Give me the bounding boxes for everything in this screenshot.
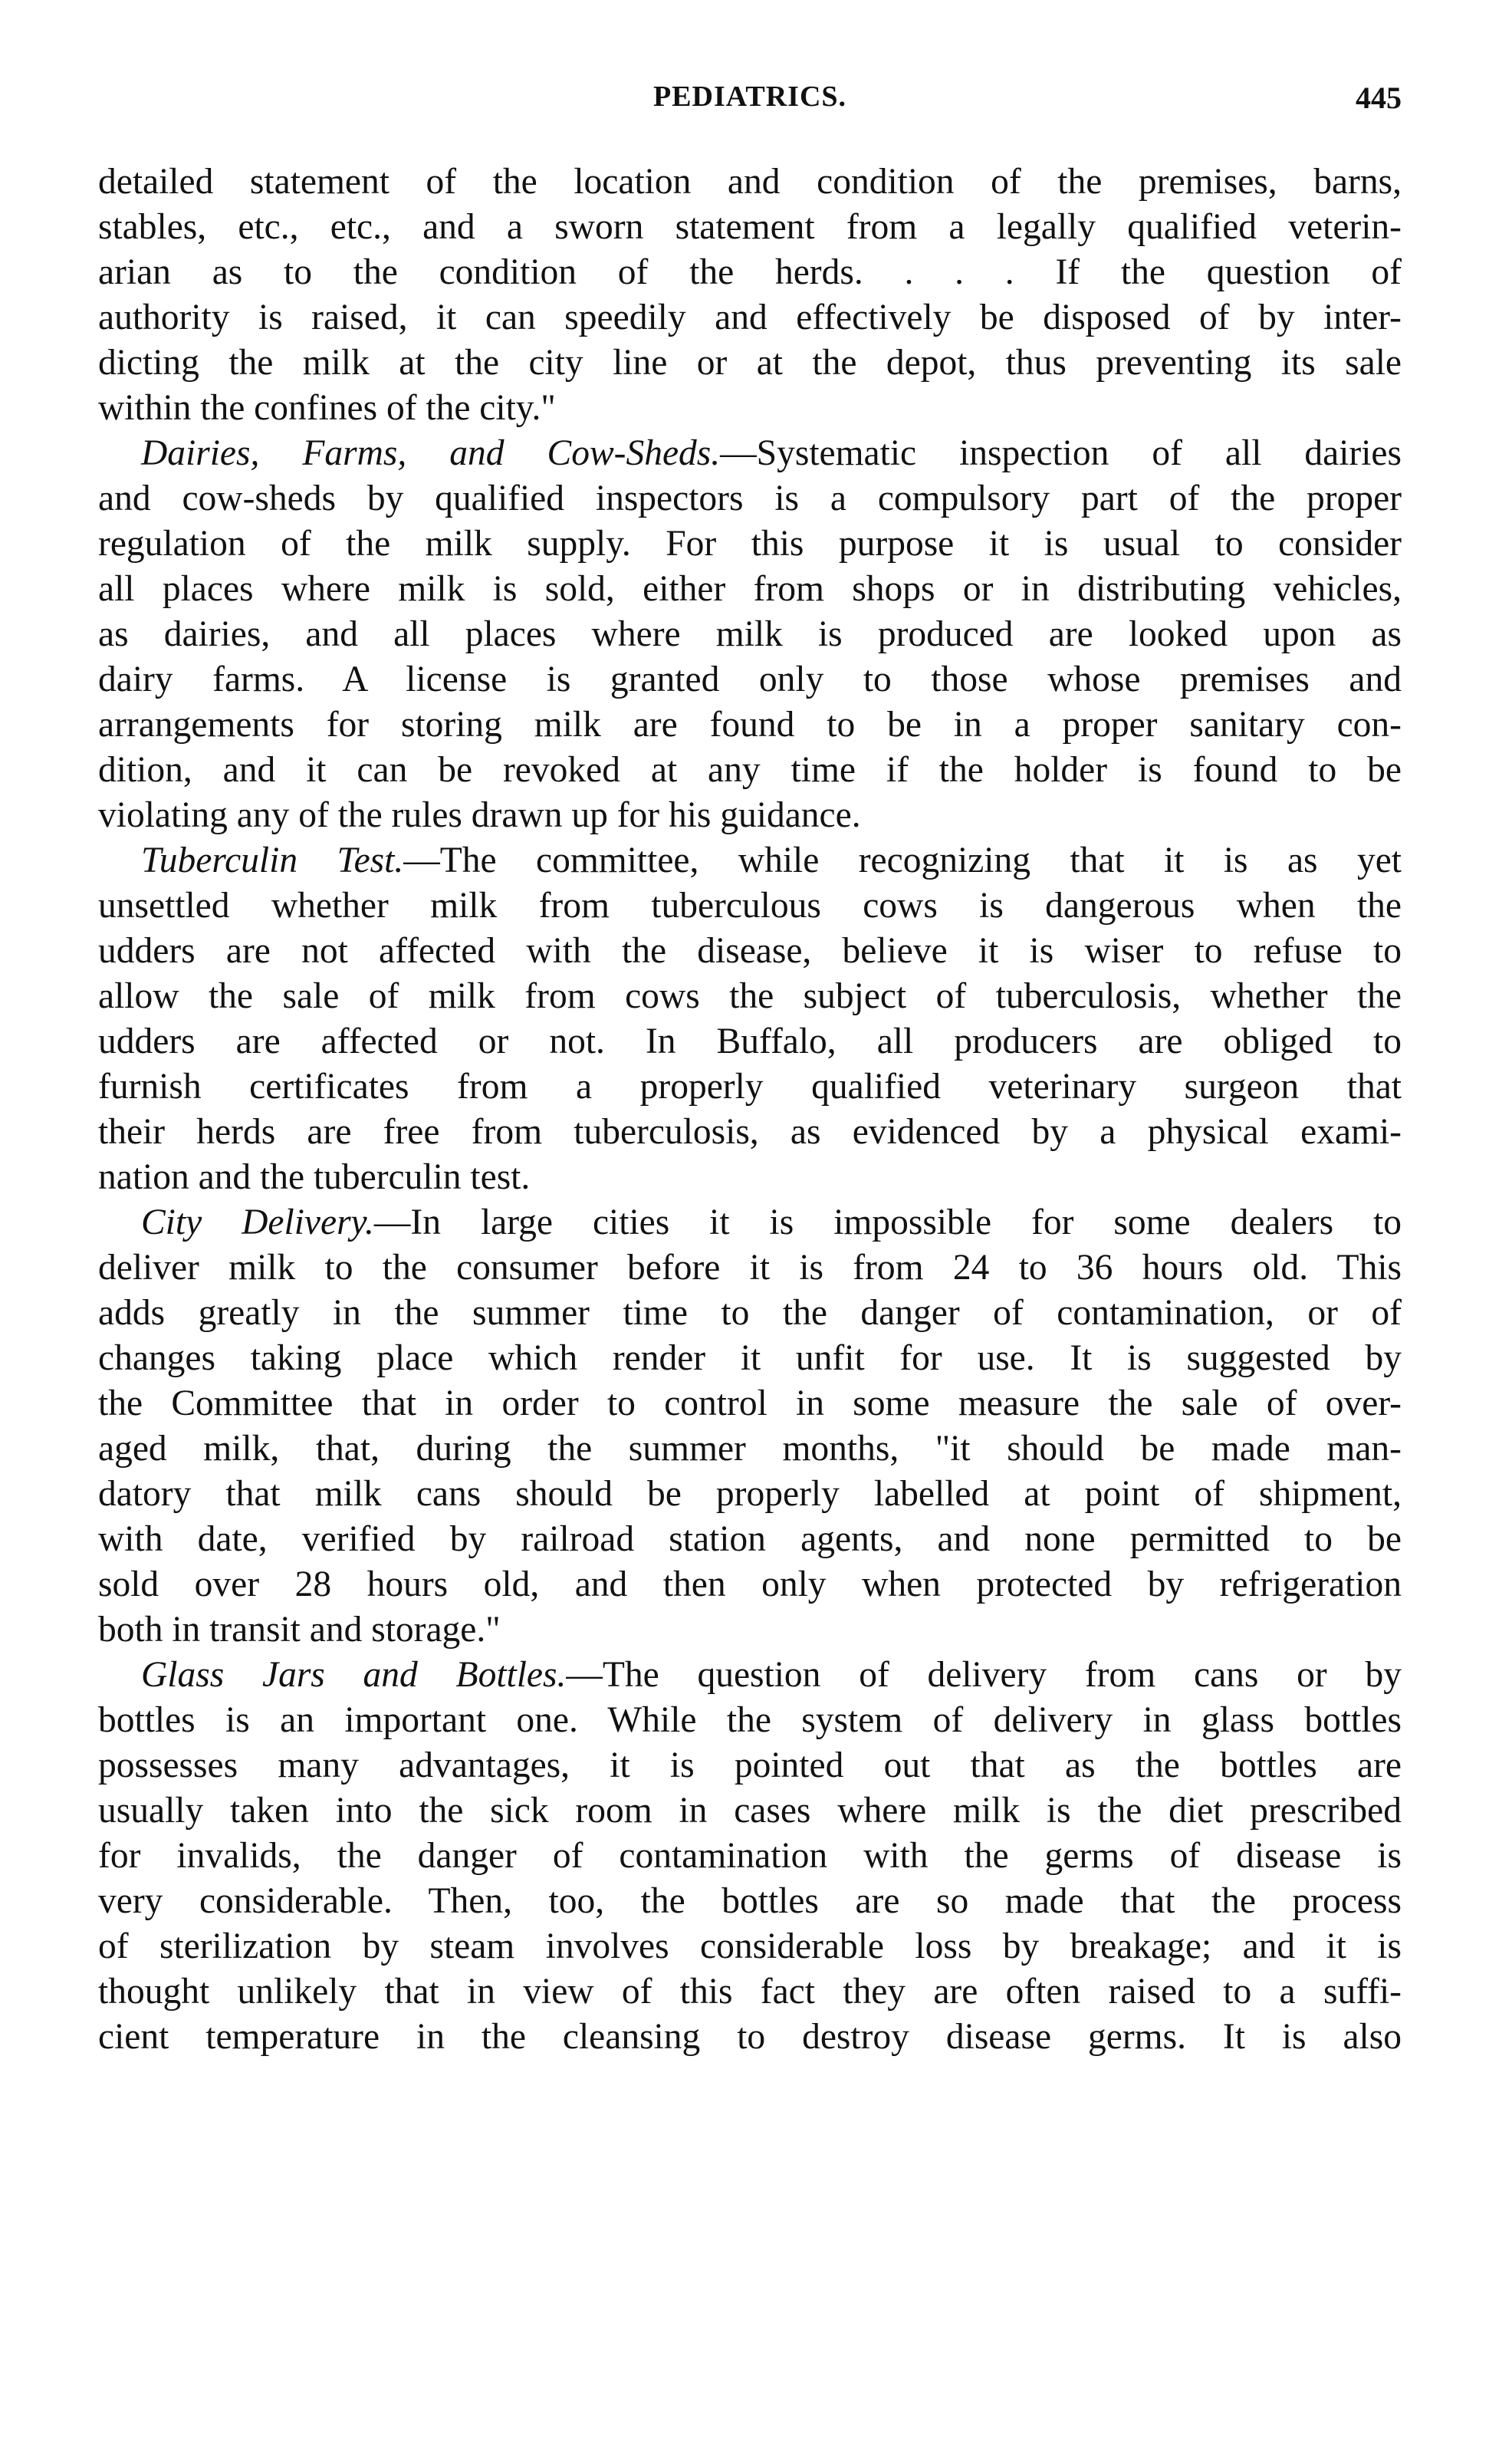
paragraph-first-line: [98, 1653, 1402, 1698]
paragraph-first-line: [98, 431, 1402, 476]
text-line: aged milk, that, during the summer months, "it should be made man-: [98, 1429, 1402, 1469]
text-line: arrangements for storing milk are found to be in a proper sanitary con-: [98, 705, 1402, 745]
text-line: dicting the milk at the city line or at the depot, thus preventing its sale: [98, 343, 1402, 383]
paragraph-city-delivery: [98, 1200, 1402, 1653]
text-line: stables, etc., etc., and a sworn statement from a legally qualified veterin-: [98, 207, 1402, 247]
text-line: cient temperature in the cleansing to destroy disease germs. It is also: [98, 2017, 1402, 2057]
text-line: changes taking place which render it unfit for use. It is suggested by: [98, 1338, 1402, 1378]
page-header: [98, 80, 1402, 126]
text-line: regulation of the milk supply. For this purpose it is usual to consider: [98, 524, 1402, 564]
text-line: furnish certificates from a properly qualified veterinary surgeon that: [98, 1067, 1402, 1107]
text-line: within the confines of the city.": [98, 388, 556, 428]
text-line: authority is raised, it can speedily and effectively be disposed of by inter-: [98, 298, 1402, 337]
running-head: PEDIATRICS.: [652, 81, 847, 113]
text-line: possesses many advantages, it is pointed out that as the bottles are: [98, 1745, 1402, 1785]
text-line: violating any of the rules drawn up for his guidance.: [98, 795, 861, 835]
text-line: and cow-sheds by qualified inspectors is a compulsory part of the proper: [98, 479, 1402, 518]
first-line-text: —Systematic inspection of all dairies: [720, 433, 1402, 473]
text-line: adds greatly in the summer time to the danger of contamination, or of: [98, 1293, 1402, 1333]
text-line: the Committee that in order to control in some measure the sale of over-: [98, 1383, 1402, 1423]
text-line: dition, and it can be revoked at any time if the holder is found to be: [98, 750, 1402, 790]
text-line: detailed statement of the location and condition of the premises, barns,: [98, 162, 1402, 202]
text-line: udders are not affected with the disease, believe it is wiser to refuse to: [98, 931, 1402, 971]
text-line: allow the sale of milk from cows the subject of tuberculosis, whether the: [98, 976, 1402, 1016]
section-heading-glass-jars: Glass Jars and Bottles.: [141, 1655, 567, 1695]
text-line: very considerable. Then, too, the bottles are so made that the process: [98, 1881, 1402, 1921]
paragraph-dairies-farms-cowsheds: [98, 431, 1402, 838]
text-line: of sterilization by steam involves considerable loss by breakage; and it is: [98, 1926, 1402, 1966]
text-line: thought unlikely that in view of this fact they are often raised to a suffi-: [98, 1972, 1402, 2012]
text-line: bottles is an important one. While the system of delivery in glass bottles: [98, 1700, 1402, 1740]
text-line: both in transit and storage.": [98, 1610, 501, 1650]
paragraph-continued-statement: [98, 160, 1402, 431]
text-line: datory that milk cans should be properly labelled at point of shipment,: [98, 1474, 1402, 1514]
paragraph-glass-jars-bottles: [98, 1653, 1402, 2060]
text-line: unsettled whether milk from tuberculous cows is dangerous when the: [98, 886, 1402, 926]
text-line: arian as to the condition of the herds. . . . If the question of: [98, 252, 1402, 292]
section-heading-dairies: Dairies, Farms, and Cow-Sheds.: [141, 433, 721, 473]
text-line: udders are affected or not. In Buffalo, all producers are obliged to: [98, 1021, 1402, 1061]
text-line: dairy farms. A license is granted only to those whose premises and: [98, 660, 1402, 699]
body-text: [98, 160, 1402, 2429]
first-line-text: —In large cities it is impossible for some dealers to: [373, 1202, 1402, 1242]
paragraph-tuberculin-test: [98, 838, 1402, 1200]
text-line: all places where milk is sold, either from shops or in distributing vehicles,: [98, 569, 1402, 609]
first-line-text: —The committee, while recognizing that it is as yet: [403, 841, 1402, 880]
text-line: usually taken into the sick room in cases where milk is the diet prescribed: [98, 1791, 1402, 1831]
paragraph-first-line: [98, 838, 1402, 883]
text-line: deliver milk to the consumer before it is from 24 to 36 hours old. This: [98, 1248, 1402, 1288]
section-heading-city-delivery: City Delivery.: [141, 1202, 374, 1242]
text-line: sold over 28 hours old, and then only when protected by refrigeration: [98, 1564, 1402, 1604]
section-heading-tuberculin: Tuberculin Test.: [141, 841, 404, 880]
text-line: nation and the tuberculin test.: [98, 1157, 531, 1197]
paragraph-first-line: [98, 1200, 1402, 1245]
text-line: with date, verified by railroad station agents, and none permitted to be: [98, 1519, 1402, 1559]
page-number: 445: [1356, 81, 1402, 115]
text-line: their herds are free from tuberculosis, as evidenced by a physical exami-: [98, 1112, 1402, 1152]
first-line-text: —The question of delivery from cans or by: [566, 1655, 1402, 1695]
text-line: as dairies, and all places where milk is produced are looked upon as: [98, 614, 1402, 654]
text-line: for invalids, the danger of contamination with the germs of disease is: [98, 1836, 1402, 1876]
